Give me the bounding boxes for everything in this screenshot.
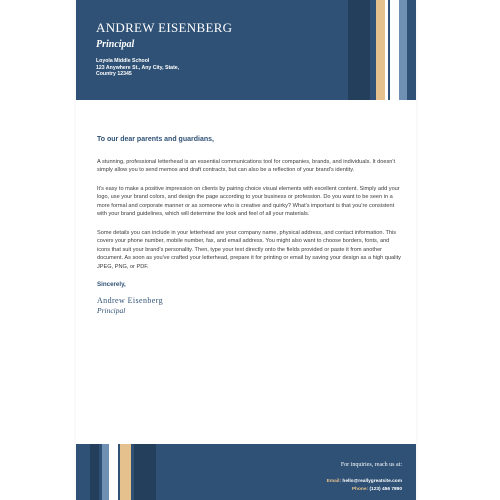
sender-role: Principal	[96, 39, 135, 50]
letter-paragraph: Some details you can include in your letterhead are your company name, physical address, and contact information. This covers your phone number, mobile number, fax, and email address. You might also want to choose borders, fonts, and icons that suit your brand's personality. Then, type your text directly onto the fields provided or paste it from another document. As soon as you've crafted your letterhead, prepare it for printing or email by saving your design as a high quality JPEG, PNG, or PDF.	[97, 229, 401, 270]
address-line: Loyola Middle School	[96, 58, 150, 64]
letter-paragraph: It's easy to make a positive impression on clients by pairing choice visual elements with excellent content. Simply add your logo, use your brand colors, and design the page according to your business or profession. Do you want to be seen in a more formal and corporate manner or as someone who is creative and quirky? What's important is that you're consistent with your brand guidelines, which will determine the look and feel of all your materials.	[97, 185, 400, 217]
address-line: 123 Anywhere St., Any City, State,	[96, 64, 180, 71]
signature-name: Andrew Eisenberg	[97, 295, 164, 305]
header-stripe-gold	[376, 0, 385, 100]
footer-email-line	[222, 478, 402, 486]
footer-stripe-white	[109, 444, 118, 500]
address-line: Country 12345	[96, 71, 132, 77]
footer-stripe-dark-2	[134, 444, 156, 500]
letterhead-header	[76, 0, 416, 100]
signature-role: Principal	[97, 305, 126, 315]
footer-stripe-gold	[120, 444, 131, 500]
letter-greeting: To our dear parents and guardians,	[97, 136, 214, 143]
email-link[interactable]: hello@reallygreatsite.com	[342, 479, 402, 484]
sender-name: ANDREW EISENBERG	[96, 20, 233, 35]
header-stripe-navy-accent	[388, 14, 390, 100]
header-stripe-light	[399, 0, 407, 100]
letterhead-page	[76, 0, 416, 500]
header-stripe-dark	[348, 0, 370, 100]
footer-stripe-light	[102, 444, 109, 500]
footer-contact	[222, 478, 402, 493]
letter-paragraph: A stunning, professional letterhead is an essential communications tool for companies, brands, and individuals. It doesn't simply allow you to send memos and draft contracts, but can also be a reflection of your brand's identity.	[97, 158, 396, 173]
phone-number: (123) 456 7890	[369, 486, 402, 492]
sender-address	[96, 58, 179, 78]
header-stripe-white-2	[390, 0, 399, 100]
footer-inquiry: For inquiries, reach us at:	[340, 462, 402, 468]
email-label: Email:	[326, 479, 342, 484]
footer-stripe-dark	[90, 444, 99, 500]
letter-closing: Sincerely,	[97, 281, 126, 288]
phone-label: Phone:	[351, 486, 369, 492]
footer-phone-line	[222, 486, 402, 494]
letter-body	[97, 136, 402, 316]
